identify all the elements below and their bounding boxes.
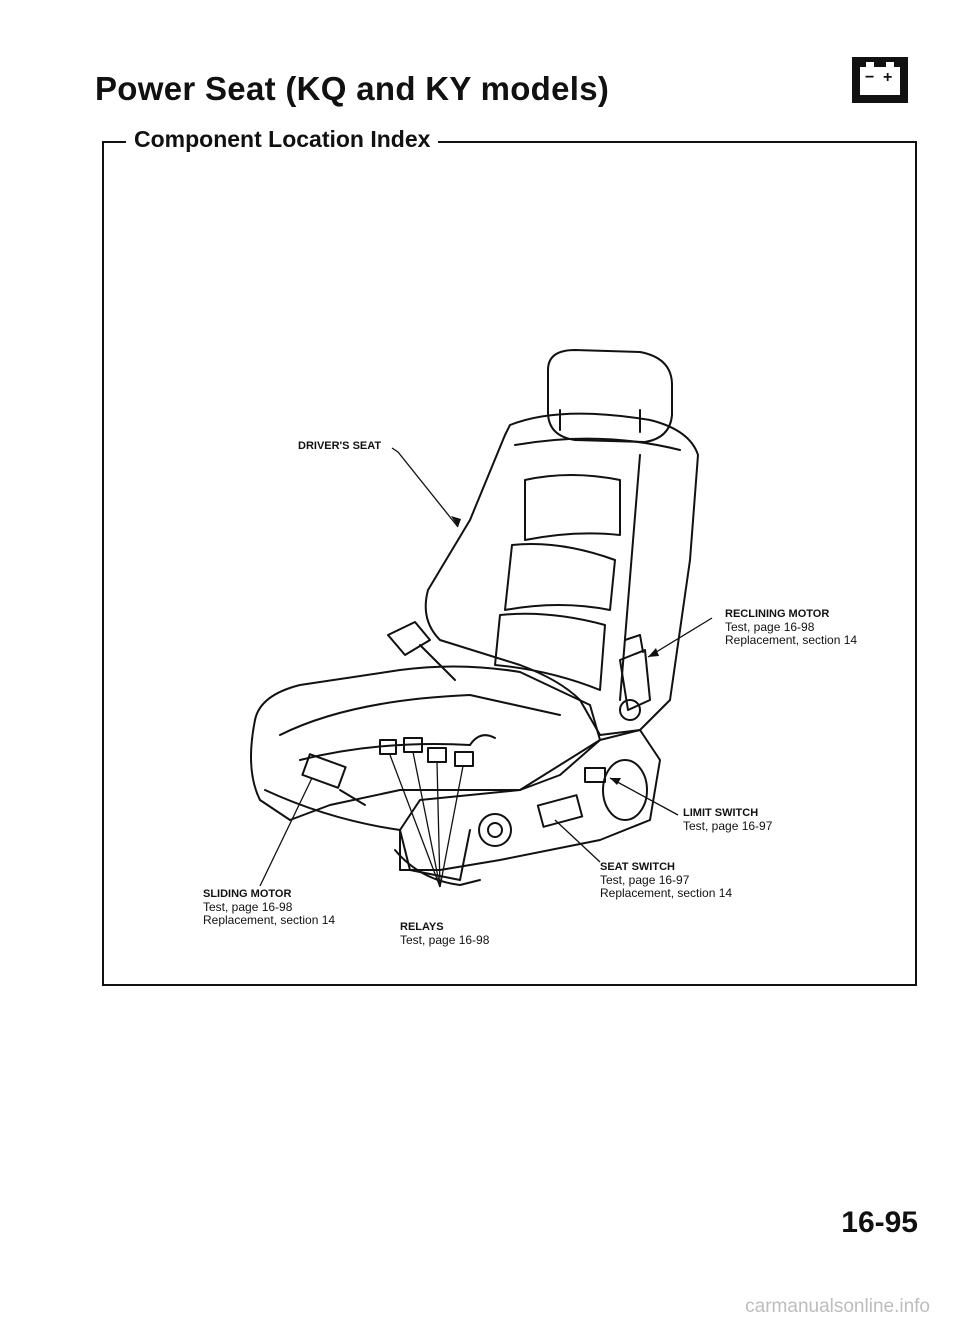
callout-relays-name: RELAYS (400, 921, 444, 933)
callout-limit-switch-line: Test, page 16-97 (683, 819, 773, 833)
callout-sliding-motor-line: Replacement, section 14 (203, 913, 336, 927)
limit-switch (585, 768, 605, 782)
leader-sliding-motor (260, 778, 312, 886)
callout-limit-switch-name: LIMIT SWITCH (683, 807, 759, 819)
callout-reclining-motor-line: Test, page 16-98 (725, 620, 815, 634)
callout-reclining-motor (725, 608, 857, 647)
headrest (548, 350, 672, 442)
relay-3 (428, 748, 446, 762)
callout-reclining-motor-line: Replacement, section 14 (725, 633, 858, 647)
watermark: carmanualsonline.info (745, 1296, 930, 1317)
page-title: Power Seat (KQ and KY models) (95, 70, 610, 107)
leader-drivers-seat (392, 448, 458, 527)
seat-switch (538, 795, 582, 827)
callout-sliding-motor-name: SLIDING MOTOR (203, 888, 292, 900)
leader-limit-switch (610, 778, 678, 815)
callout-sliding-motor-line: Test, page 16-98 (203, 900, 293, 914)
callout-relays (400, 921, 489, 947)
callout-seat-switch-line: Test, page 16-97 (600, 873, 690, 887)
seat-backrest (426, 414, 698, 735)
leader-relays-3 (437, 762, 440, 887)
callout-drivers-seat (298, 440, 381, 453)
section-title: Component Location Index (126, 126, 438, 153)
leader-relays-2 (413, 752, 440, 887)
adjust-knob (479, 814, 511, 846)
callout-sliding-motor (203, 888, 335, 927)
callout-drivers-seat-name: DRIVER'S SEAT (298, 440, 382, 452)
callout-seat-switch-line: Replacement, section 14 (600, 886, 733, 900)
callout-seat-switch-name: SEAT SWITCH (600, 861, 675, 873)
relay-4 (455, 752, 473, 766)
callout-relays-line: Test, page 16-98 (400, 933, 490, 947)
page-number: 16-95 (841, 1206, 918, 1239)
sliding-motor (302, 754, 345, 788)
callout-seat-switch (600, 861, 732, 900)
battery-icon: − + (852, 57, 908, 103)
callout-reclining-motor-name: RECLINING MOTOR (725, 608, 830, 620)
callout-limit-switch (683, 807, 772, 833)
